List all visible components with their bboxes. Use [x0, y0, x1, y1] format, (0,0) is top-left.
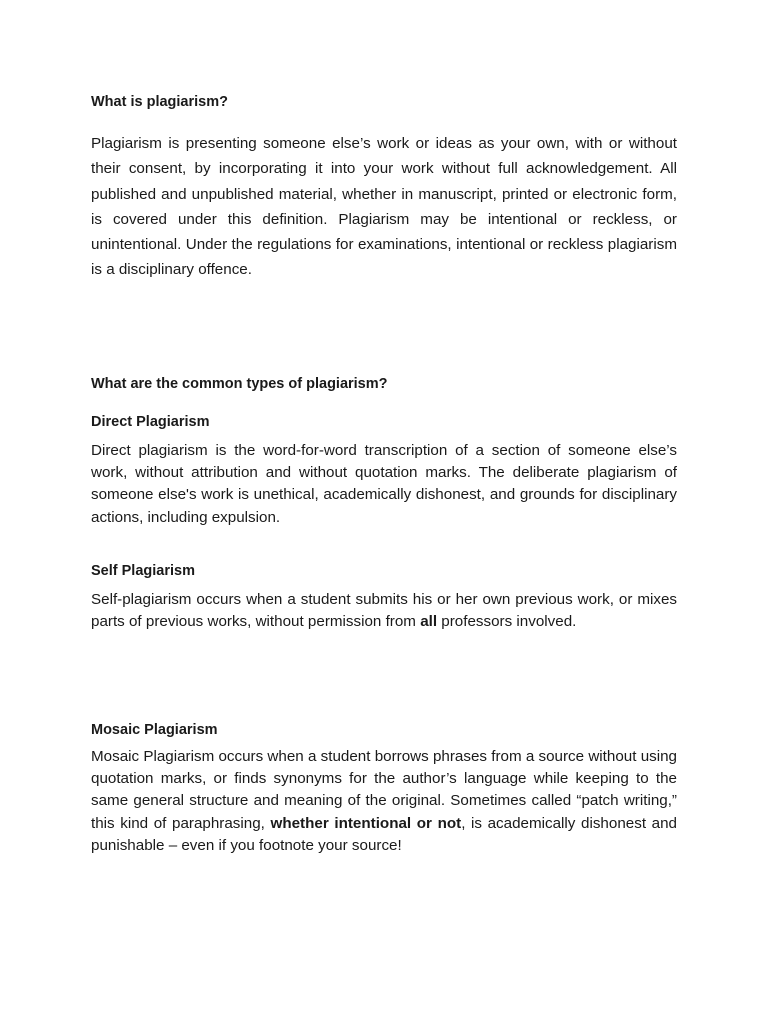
mosaic-text-after: , is academically dishonest and punishable – even if you footnote your source! [91, 814, 677, 854]
heading-direct-plagiarism: Direct Plagiarism [91, 414, 210, 430]
heading-what-is-plagiarism: What is plagiarism? [91, 94, 228, 110]
self-text-bold: all [420, 613, 438, 631]
self-text-after: professors involved. [437, 613, 577, 631]
mosaic-text-bold: whether intentional or not [270, 814, 462, 832]
heading-mosaic-plagiarism: Mosaic Plagiarism [91, 722, 218, 738]
heading-common-types: What are the common types of plagiarism? [91, 376, 388, 392]
mosaic-text-before: Mosaic Plagiarism occurs when a student borrows phrases from a source without using quotation marks, or finds synonyms for the author’s language while keeping to the same general structure and meaning of the original. Sometimes called “patch writing,” this kind of paraphrasing, [91, 748, 677, 832]
self-text-before: Self-plagiarism occurs when a student submits his or her own previous work, or mixes parts of previous works, without permission from [91, 591, 677, 631]
paragraph-self-plagiarism [91, 589, 677, 633]
paragraph-mosaic-plagiarism [91, 746, 677, 857]
paragraph-direct-plagiarism: Direct plagiarism is the word-for-word transcription of a section of someone else’s work, without attribution and without quotation marks. The deliberate plagiarism of someone else's work is unethical, academically dishonest, and grounds for disciplinary actions, including expulsion. [91, 442, 677, 526]
heading-self-plagiarism: Self Plagiarism [91, 563, 195, 579]
paragraph-definition: Plagiarism is presenting someone else’s work or ideas as your own, with or without their consent, by incorporating it into your work without full acknowledgement. All published and unpublished material, whether in manuscript, printed or electronic form, is covered under this definition. Plagiarism may be intentional or reckless, or unintentional. Under the regulations for examinations, intentional or reckless plagiarism is a disciplinary offence. [91, 135, 677, 279]
